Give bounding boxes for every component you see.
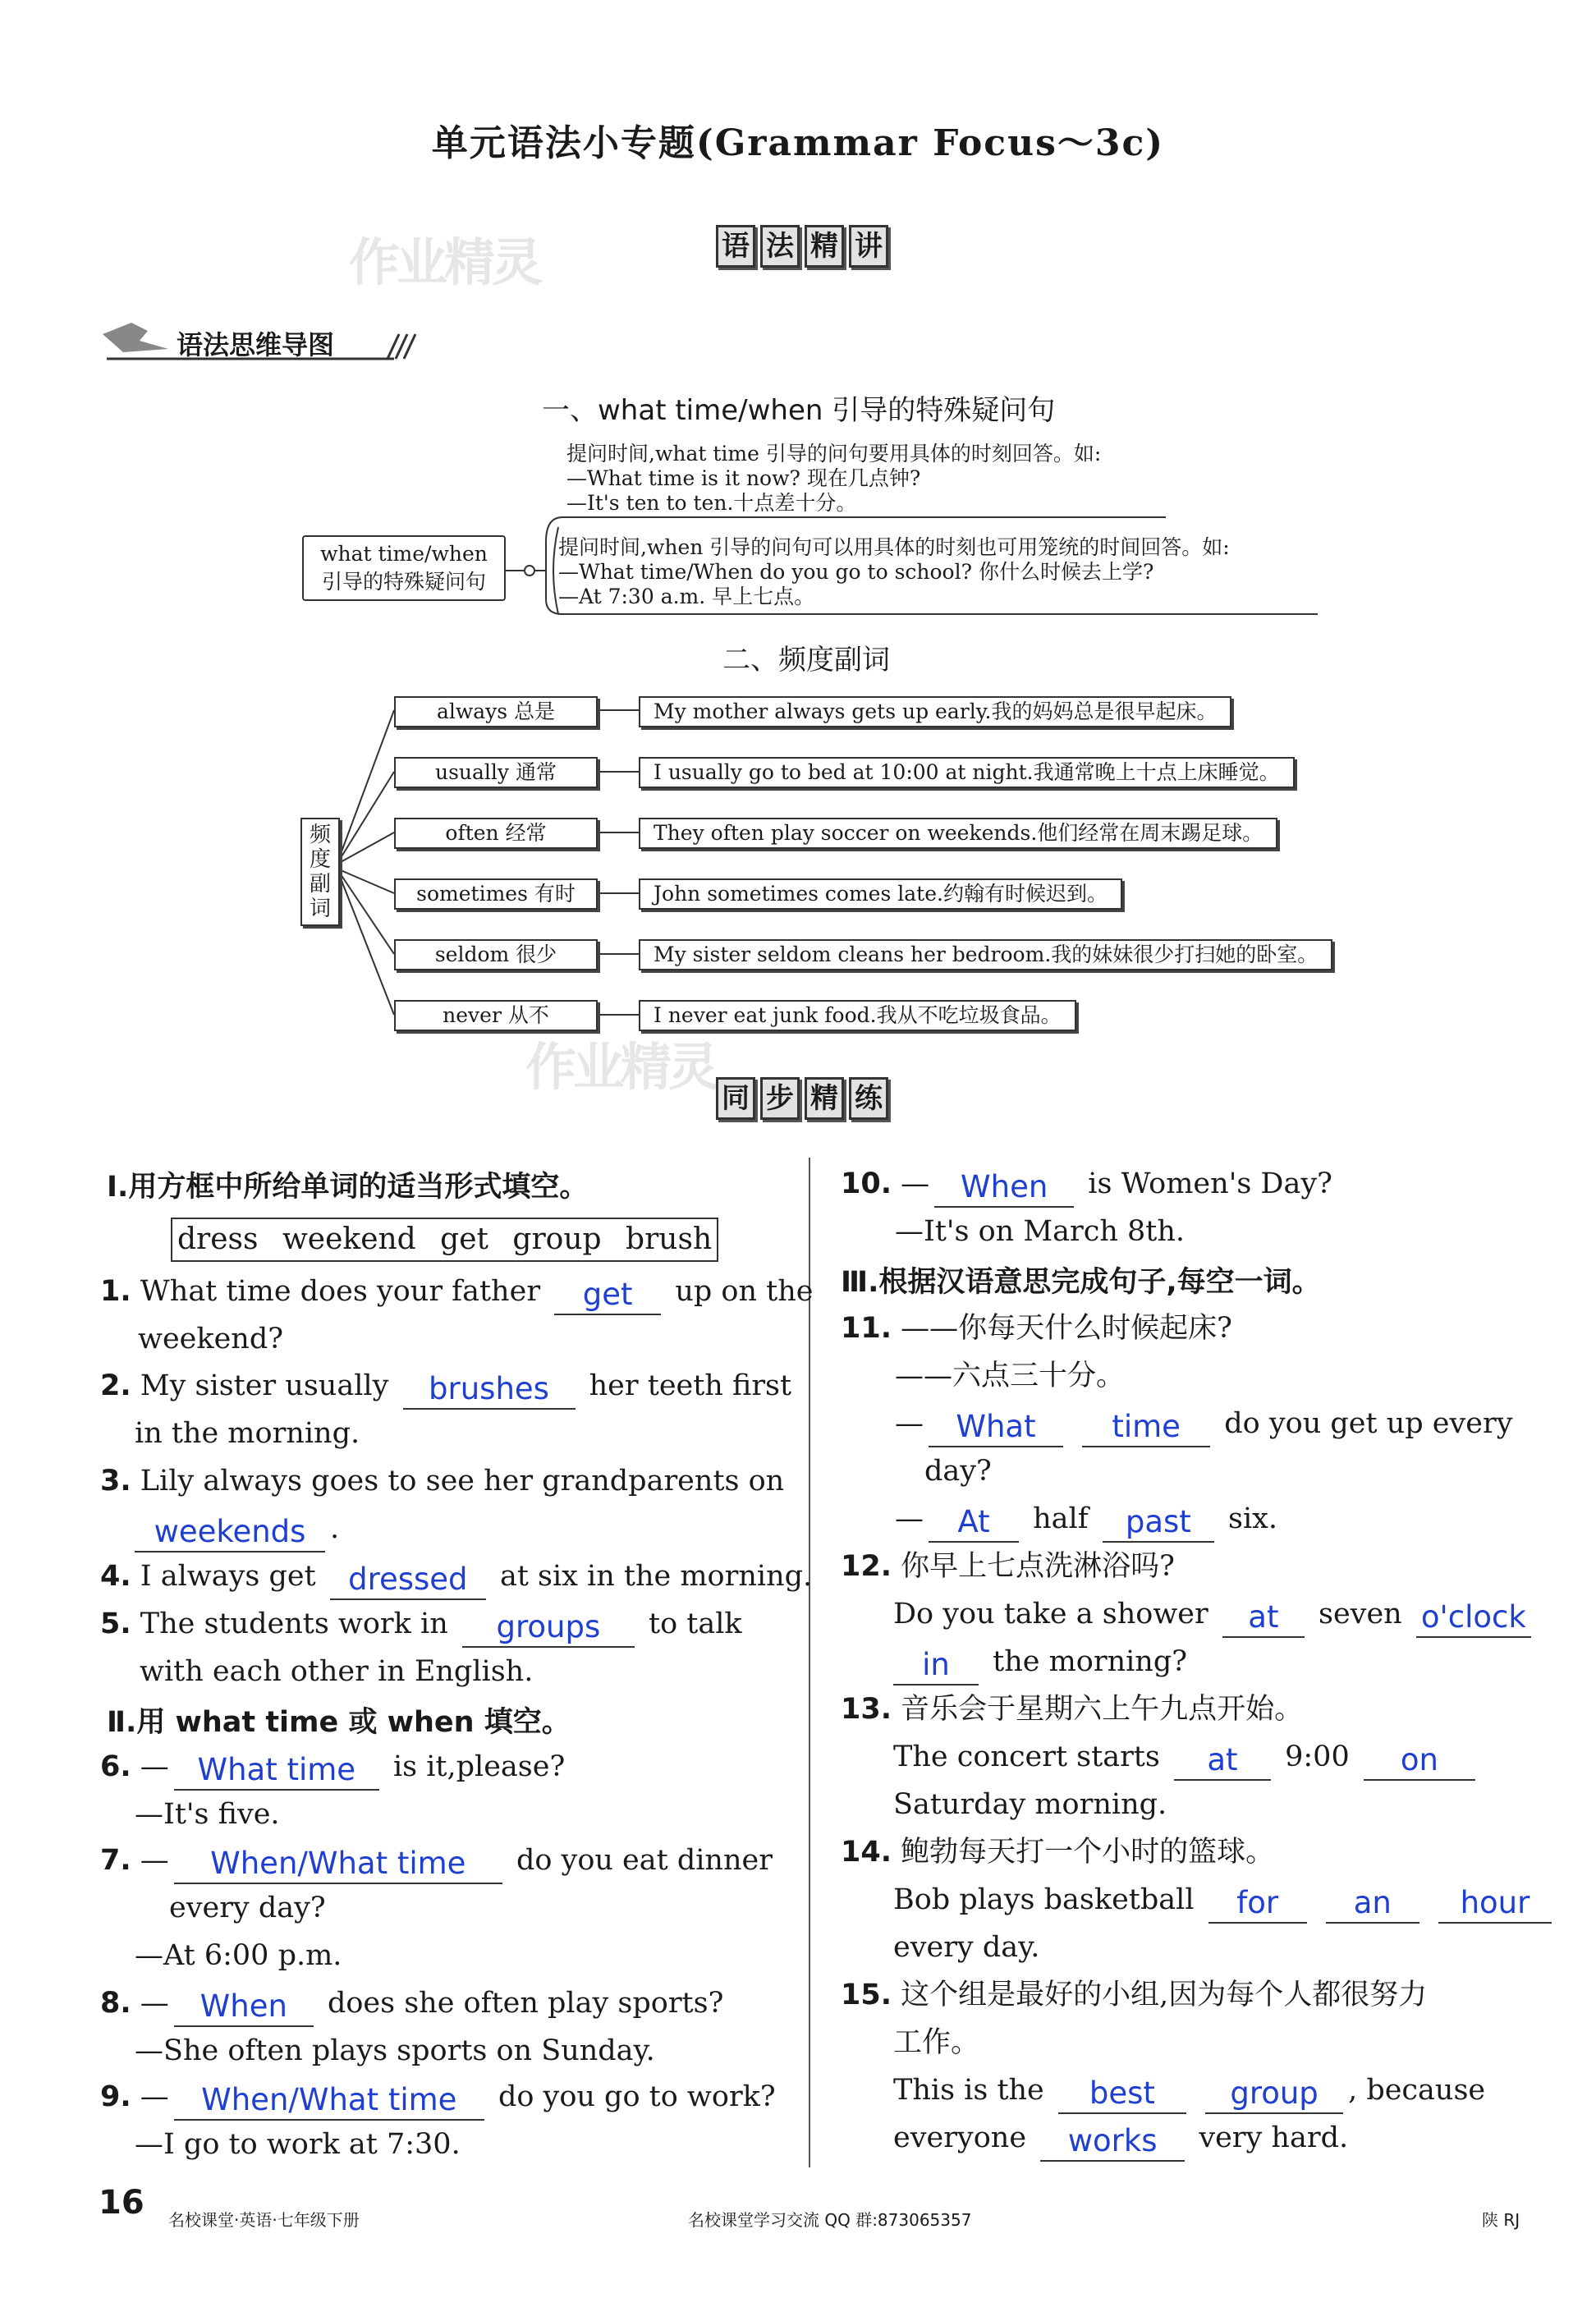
branch-line: 提问时间,when 引导的问句可以用具体的时刻也可用笼统的时间回答。如:: [558, 535, 1230, 559]
practice-section-header: [716, 1077, 888, 1120]
question-number: 14.: [841, 1836, 892, 1869]
mindmap-label: 语法思维导图: [177, 329, 335, 360]
question-text: to talk: [649, 1608, 742, 1640]
question-3: [100, 1458, 784, 1505]
section1-title: 一、what time/when 引导的特殊疑问句: [542, 394, 1056, 427]
dash: —: [140, 1987, 169, 2020]
example-box: I usually go to bed at 10:00 at night.我通常晚上十点上床睡觉。: [639, 757, 1295, 788]
adverb-box: usually 通常: [394, 757, 598, 788]
ski-figure-icon: [103, 323, 168, 352]
branch-line: 提问时间,what time 引导的问句要用具体的时刻回答。如:: [566, 442, 1102, 466]
section1-branch2: [558, 535, 1230, 609]
branch-line: —At 7:30 a.m. 早上七点。: [558, 585, 815, 608]
answer-blank[interactable]: hour: [1438, 1884, 1552, 1924]
question-text: This is the: [893, 2074, 1044, 2107]
root-line: 引导的特殊疑问句: [321, 570, 486, 594]
question-text: Bob plays basketball: [893, 1883, 1195, 1916]
question-number: 13.: [841, 1693, 892, 1726]
question-13-line2: [893, 1734, 1480, 1781]
watermark: 作业精灵: [525, 1037, 717, 1097]
header-char: 精: [805, 225, 844, 268]
question-text: I always get: [140, 1560, 316, 1593]
header-char: 语: [716, 225, 755, 268]
page-title: 单元语法小专题(Grammar Focus～3c): [431, 122, 1165, 164]
question-text: with each other in English.: [140, 1655, 534, 1688]
answer-blank[interactable]: brushes: [403, 1370, 576, 1410]
question-number: 15.: [841, 1979, 892, 2011]
answer-blank[interactable]: When/What time: [174, 2081, 484, 2121]
question-text: in the morning.: [135, 1417, 360, 1450]
question-number: 11.: [841, 1312, 892, 1345]
question-text: every day?: [169, 1892, 326, 1924]
reply-text: —It's five.: [135, 1798, 280, 1831]
question-text: What time does your father: [140, 1275, 541, 1308]
answer-blank[interactable]: at: [1174, 1741, 1271, 1781]
header-char: 精: [805, 1077, 844, 1120]
answer-blank[interactable]: on: [1364, 1741, 1475, 1781]
chinese-prompt: 你早上七点洗淋浴吗?: [901, 1550, 1175, 1583]
dash: —: [895, 1502, 924, 1535]
root-char: 副: [309, 872, 331, 897]
answer-blank[interactable]: weekends: [135, 1513, 325, 1553]
question-5: [100, 1601, 742, 1648]
question-number: 6.: [100, 1750, 131, 1783]
question-number: 8.: [100, 1987, 131, 2020]
question-number: 9.: [100, 2080, 131, 2113]
example-box: My sister seldom cleans her bedroom.我的妹妹很少打扫她的卧室。: [639, 939, 1332, 970]
question-text: 9:00: [1285, 1741, 1350, 1773]
question-14-line2: [893, 1877, 1557, 1924]
answer-blank[interactable]: o'clock: [1416, 1598, 1531, 1638]
question-number: 10.: [841, 1167, 892, 1200]
footer-left: 名校课堂·英语·七年级下册: [168, 2210, 360, 2230]
chinese-prompt: 这个组是最好的小组,因为每个人都很努力: [901, 1979, 1428, 2011]
question-8: [100, 1980, 723, 2027]
part1-heading: Ⅰ.用方框中所给单词的适当形式填空。: [107, 1171, 589, 1204]
section1-root: [302, 535, 506, 601]
answer-blank[interactable]: at: [1222, 1598, 1305, 1638]
question-number: 1.: [100, 1275, 131, 1308]
header-char: 步: [760, 1077, 800, 1120]
question-15-line3: [893, 2067, 1485, 2114]
question-10: [841, 1161, 1332, 1208]
chinese-prompt: ——你每天什么时候起床?: [901, 1312, 1232, 1345]
chinese-prompt: 鲍勃每天打一个小时的篮球。: [901, 1836, 1275, 1869]
footer-center: 名校课堂学习交流 QQ 群:873065357: [688, 2210, 972, 2230]
question-text: Saturday morning.: [893, 1788, 1167, 1821]
question-text: day?: [924, 1455, 992, 1488]
question-13: [841, 1686, 1303, 1733]
question-text: every day.: [893, 1931, 1040, 1964]
question-15-line4: [893, 2115, 1348, 2162]
grammar-section-header: [716, 225, 888, 268]
question-text: My sister usually: [140, 1369, 389, 1402]
watermark: 作业精灵: [349, 232, 540, 292]
question-text: her teeth first: [589, 1369, 792, 1402]
question-text: The students work in: [140, 1608, 448, 1640]
example-box: My mother always gets up early.我的妈妈总是很早起床。: [639, 696, 1231, 727]
header-char: 法: [760, 225, 800, 268]
question-text: do you eat dinner: [516, 1844, 773, 1877]
branch-line: —What time/When do you go to school? 你什么时候去上学?: [558, 560, 1154, 584]
question-text: at six in the morning.: [499, 1560, 813, 1593]
question-text: do you go to work?: [498, 2080, 776, 2113]
question-text: Lily always goes to see her grandparents on: [140, 1465, 785, 1497]
answer-blank[interactable]: At: [929, 1503, 1019, 1543]
question-2: [100, 1363, 791, 1410]
question-text: very hard.: [1199, 2121, 1349, 2154]
answer-blank[interactable]: get: [554, 1276, 661, 1315]
question-15: [841, 1972, 1427, 2019]
question-text: is Women's Day?: [1088, 1167, 1332, 1200]
dash: —: [140, 1844, 169, 1877]
question-11-line3: [895, 1401, 1512, 1447]
part2-heading: Ⅱ.用 what time 或 when 填空。: [107, 1706, 571, 1739]
section2-tree-lines: [296, 681, 1363, 1043]
question-11-line5: [895, 1496, 1277, 1543]
question-14: [841, 1829, 1274, 1876]
root-char: 词: [309, 897, 331, 921]
section2-title: 二、频度副词: [722, 644, 890, 677]
question-6: [100, 1744, 565, 1791]
answer-blank[interactable]: best: [1058, 2075, 1186, 2114]
answer-blank[interactable]: for: [1208, 1884, 1307, 1924]
question-number: 5.: [100, 1608, 131, 1640]
answer-blank[interactable]: works: [1040, 2122, 1185, 2162]
adverb-box: always 总是: [394, 696, 598, 727]
answer-blank[interactable]: When: [174, 1988, 314, 2027]
question-text: is it,please?: [392, 1750, 566, 1783]
question-text: weekend?: [138, 1323, 284, 1355]
question-11: [841, 1305, 1232, 1352]
question-text: the morning?: [993, 1645, 1188, 1678]
question-text: do you get up every: [1224, 1407, 1513, 1440]
reply-text: —It's on March 8th.: [895, 1215, 1186, 1248]
question-12-line3: [893, 1639, 1187, 1686]
question-text: The concert starts: [893, 1741, 1160, 1773]
section2-root: [300, 818, 340, 926]
reply-text: —At 6:00 p.m.: [135, 1939, 342, 1972]
section1-branch1: [566, 442, 1101, 516]
example-box: I never eat junk food.我从不吃垃圾食品。: [639, 1000, 1076, 1031]
question-12: [841, 1543, 1175, 1590]
reply-text: —She often plays sports on Sunday.: [135, 2034, 655, 2067]
example-box: They often play soccer on weekends.他们经常在周末踢足球。: [639, 818, 1277, 849]
answer-blank[interactable]: When: [934, 1168, 1074, 1208]
example-box: John sometimes comes late.约翰有时候迟到。: [639, 878, 1122, 910]
answer-blank[interactable]: When/What time: [174, 1845, 502, 1884]
page-number: 16: [99, 2184, 144, 2222]
question-number: 2.: [100, 1369, 131, 1402]
header-char: 练: [849, 1077, 888, 1120]
chinese-prompt: ——六点三十分。: [895, 1360, 1126, 1392]
answer-blank[interactable]: group: [1205, 2075, 1343, 2114]
root-char: 度: [309, 847, 331, 872]
question-text: half: [1033, 1502, 1089, 1535]
dash: —: [895, 1407, 924, 1440]
question-text: six.: [1227, 1502, 1278, 1535]
answer-blank[interactable]: time: [1082, 1408, 1210, 1447]
question-9: [100, 2074, 776, 2121]
question-text: seven: [1319, 1598, 1402, 1630]
dash: —: [140, 1750, 169, 1783]
question-3-line2: [135, 1506, 339, 1553]
question-text: up on the: [675, 1275, 814, 1308]
reply-text: —I go to work at 7:30.: [135, 2128, 461, 2161]
question-text: does she often play sports?: [327, 1987, 724, 2020]
question-4: [100, 1553, 812, 1600]
answer-blank[interactable]: dressed: [330, 1561, 486, 1600]
branch-line: —What time is it now? 现在几点钟?: [566, 466, 921, 490]
root-char: 频: [309, 823, 331, 847]
answer-blank[interactable]: in: [893, 1646, 979, 1686]
header-char: 同: [716, 1077, 755, 1120]
question-12-line2: [893, 1591, 1536, 1638]
root-line: what time/when: [320, 542, 488, 566]
footer-right: 陕 RJ: [1482, 2210, 1520, 2230]
question-1: [100, 1268, 813, 1315]
question-number: 4.: [100, 1560, 131, 1593]
header-char: 讲: [849, 225, 888, 268]
adverb-box: never 从不: [394, 1000, 598, 1031]
question-number: 12.: [841, 1550, 892, 1583]
dash: —: [901, 1167, 930, 1200]
chinese-prompt: 工作。: [893, 2026, 980, 2059]
question-number: 3.: [100, 1465, 131, 1497]
question-text: everyone: [893, 2121, 1027, 2154]
adverb-box: often 经常: [394, 818, 598, 849]
chinese-prompt: 音乐会于星期六上午九点开始。: [901, 1693, 1304, 1726]
question-text: Do you take a shower: [893, 1598, 1208, 1630]
dash: —: [140, 2080, 169, 2113]
question-text: .: [330, 1512, 340, 1545]
answer-blank[interactable]: groups: [462, 1608, 635, 1648]
branch-line: —It's ten to ten.十点差十分。: [566, 491, 857, 515]
adverb-box: seldom 很少: [394, 939, 598, 970]
part3-heading: Ⅲ.根据汉语意思完成句子,每空一词。: [841, 1266, 1321, 1299]
answer-blank[interactable]: past: [1103, 1503, 1214, 1543]
answer-blank[interactable]: What: [929, 1408, 1063, 1447]
adverb-box: sometimes 有时: [394, 878, 598, 910]
question-7: [100, 1837, 773, 1884]
answer-blank[interactable]: What time: [174, 1751, 379, 1791]
question-text: , because: [1348, 2074, 1486, 2107]
question-number: 7.: [100, 1844, 131, 1877]
word-box: dress weekend get group brush: [171, 1218, 718, 1262]
answer-blank[interactable]: an: [1326, 1884, 1419, 1924]
